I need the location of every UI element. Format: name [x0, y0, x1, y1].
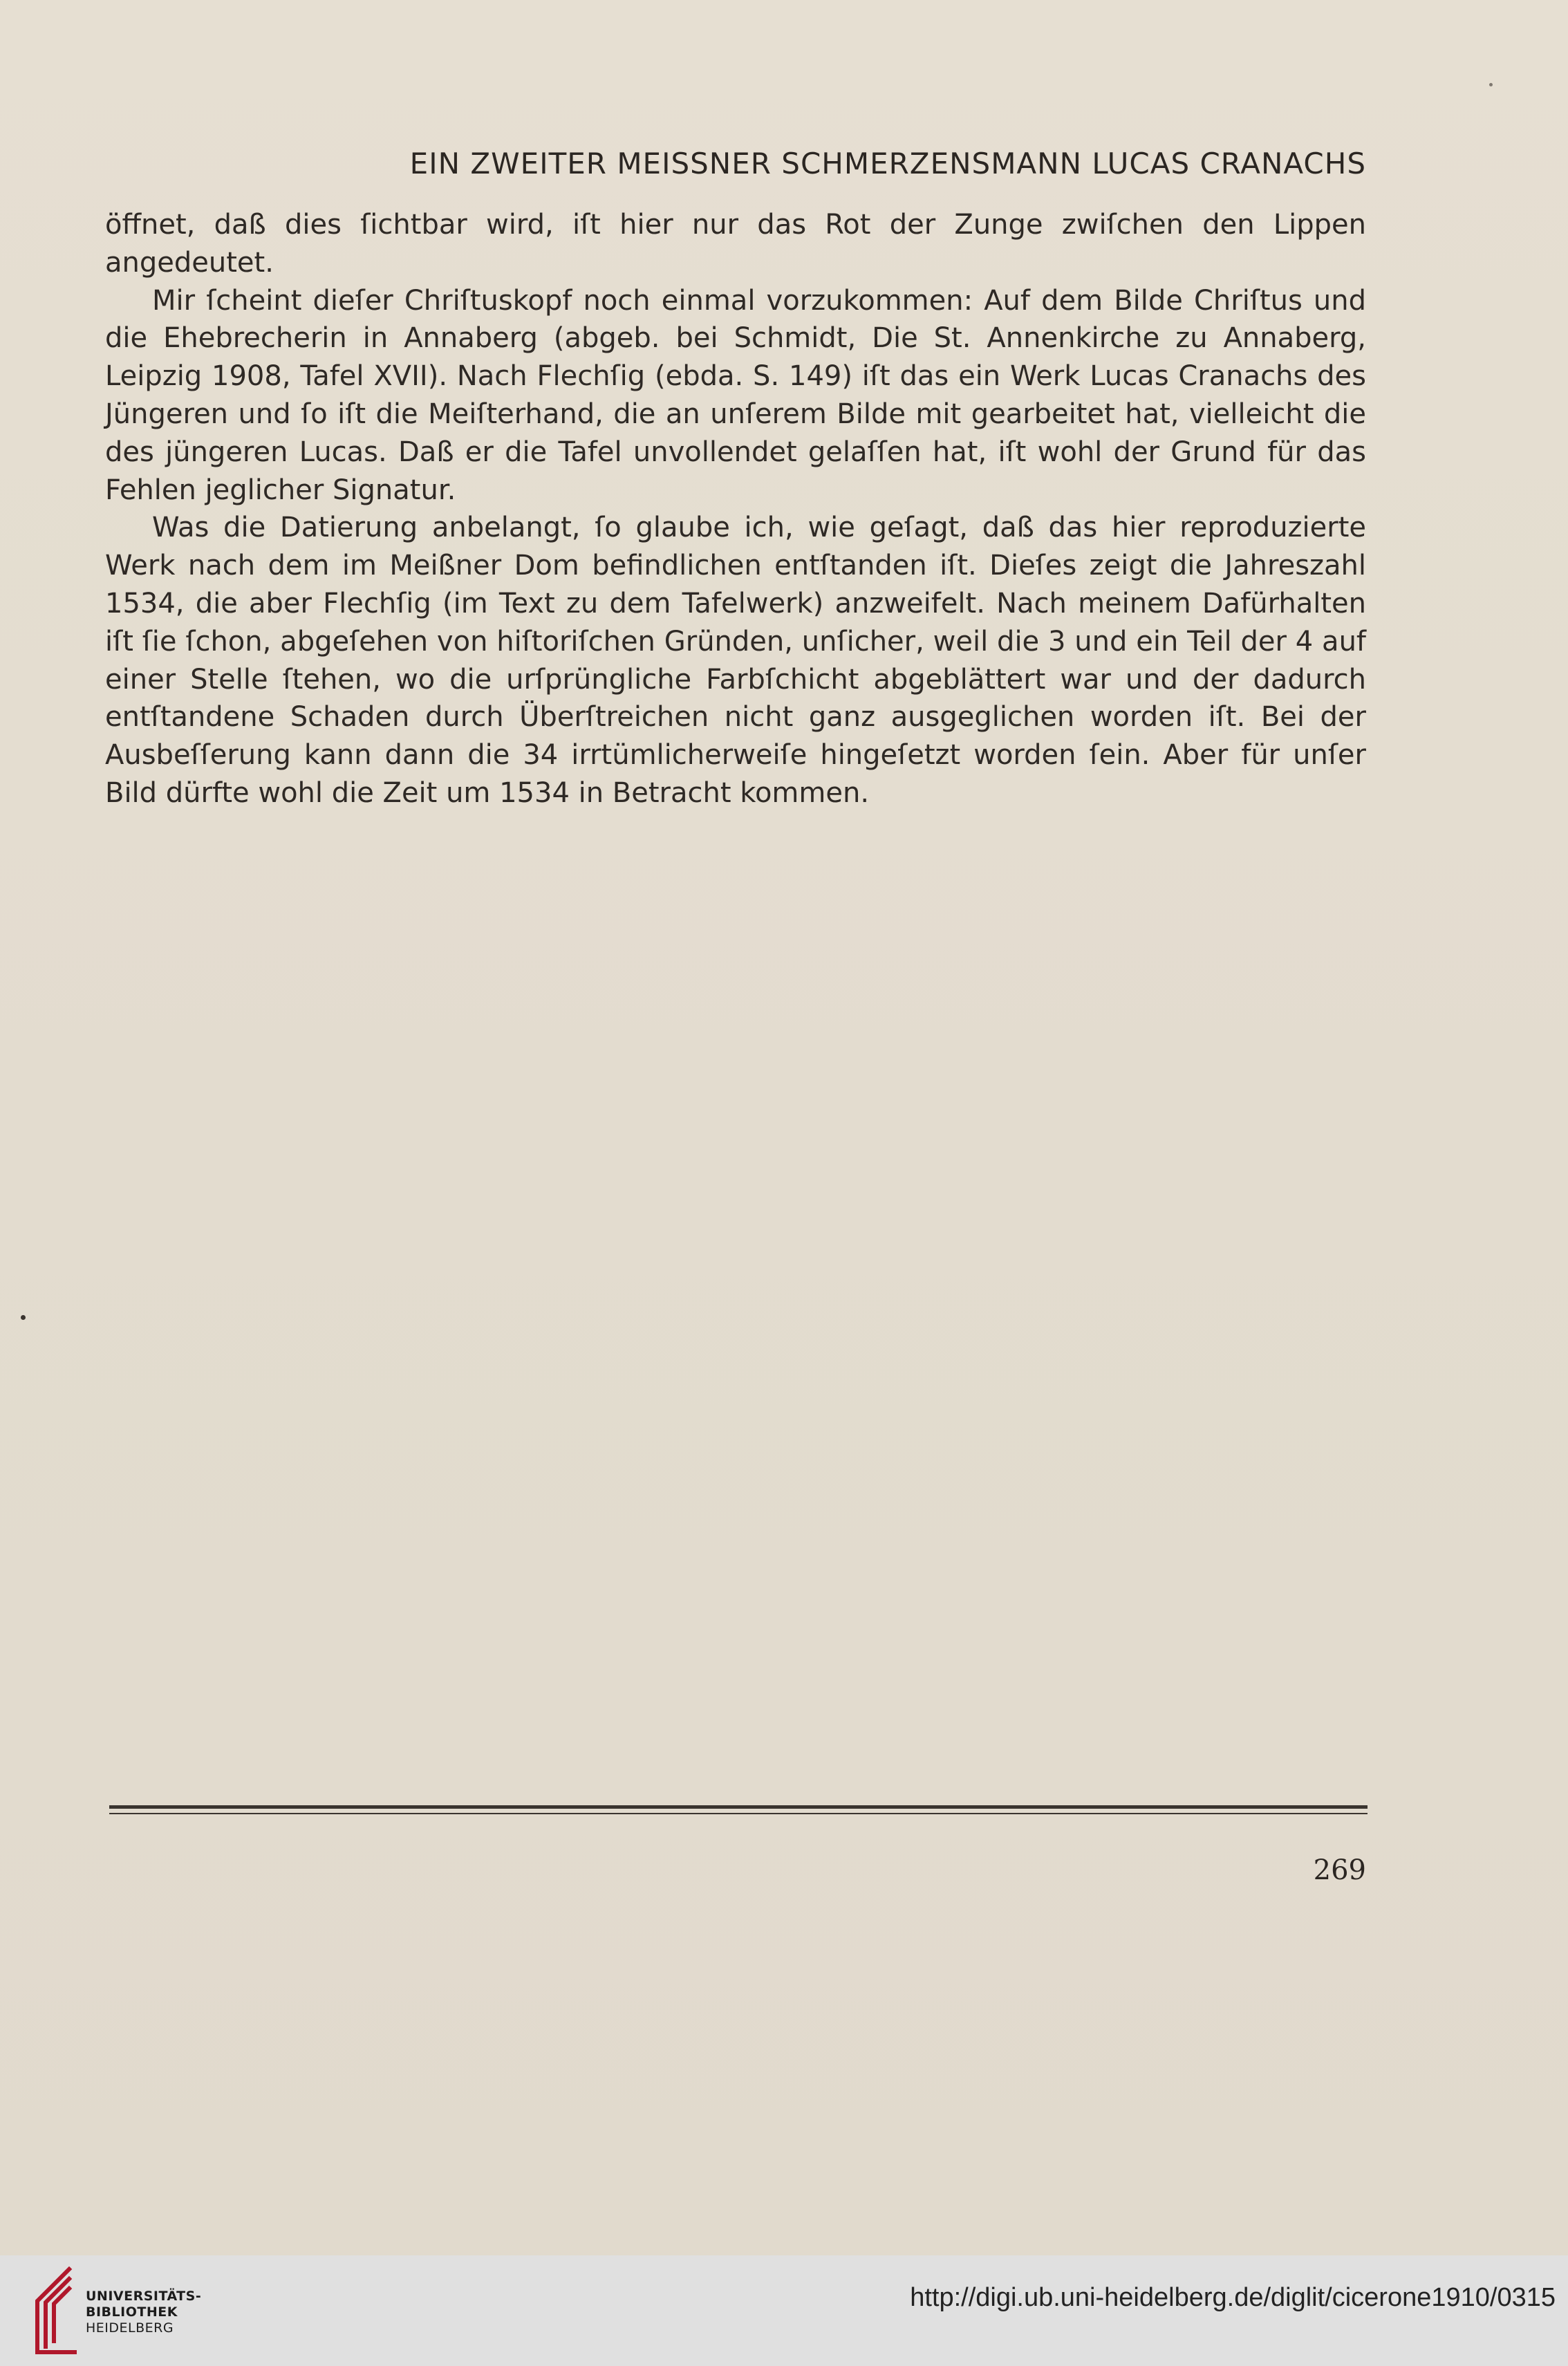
library-name[interactable]: [86, 2289, 201, 2336]
paragraph-1: öffnet, daß dies ſichtbar wird, iſt hier nur das Rot der Zunge zwiſchen den Lippen angedeutet.: [105, 209, 1366, 279]
footer-bar: [0, 2255, 1568, 2366]
source-url-link[interactable]: http://digi.ub.uni-heidelberg.de/diglit/cicerone1910/0315: [910, 2283, 1556, 2312]
paper-speck: [21, 1315, 26, 1320]
footer-rule-thin: [109, 1813, 1368, 1814]
library-name-line-3: HEIDELBERG: [86, 2320, 174, 2336]
footer-rule-thick: [109, 1805, 1368, 1809]
library-name-line-2: BIBLIOTHEK: [86, 2304, 178, 2320]
paper-speck: [1489, 83, 1493, 86]
library-name-line-1: UNIVERSITÄTS-: [86, 2289, 202, 2304]
ub-heidelberg-logo-icon[interactable]: [33, 2266, 79, 2358]
body-text: [105, 206, 1366, 812]
page-number: 269: [1313, 1854, 1366, 1886]
running-head: EIN ZWEITER MEISSNER SCHMERZENSMANN LUCAS CRANACHS: [409, 147, 1366, 180]
paragraph-2: Mir ſcheint dieſer Chriſtuskopf noch einmal vorzukommen: Auf dem Bilde Chriſtus und die Ehebrecherin in Annaberg (abgeb. bei Schmidt, Die St. Annenkirche zu Annaberg, Leipzig 1908, Tafel XVII). Nach Flechſig (ebda. S. 149) iſt das ein Werk Lucas Cranachs des Jüngeren und ſo iſt die Meiſterhand, die an unſerem Bilde mit gearbeitet hat, vielleicht die des jüngeren Lucas. Daß er die Tafel unvollendet gelaſſen hat, iſt wohl der Grund für das Fehlen jeglicher Signatur.: [105, 284, 1366, 506]
paragraph-3: Was die Datierung anbelangt, ſo glaube ich, wie geſagt, daß das hier reproduzierte Werk nach dem im Meißner Dom befindlichen entſtanden iſt. Dieſes zeigt die Jahreszahl 1534, die aber Flechſig (im Text zu dem Tafelwerk) anzweifelt. Nach meinem Dafürhalten iſt ſie ſchon, abgeſehen von hiſtoriſchen Gründen, unſicher, weil die 3 und ein Teil der 4 auf einer Stelle ſtehen, wo die urſprüngliche Farbſchicht abgeblättert war und der dadurch entſtandene Schaden durch Überſtreichen nicht ganz ausgeglichen worden iſt. Bei der Ausbeſſerung kann dann die 34 irrtümlicherweiſe hingeſetzt worden ſein. Aber für unſer Bild dürfte wohl die Zeit um 1534 in Betracht kommen.: [105, 512, 1366, 809]
